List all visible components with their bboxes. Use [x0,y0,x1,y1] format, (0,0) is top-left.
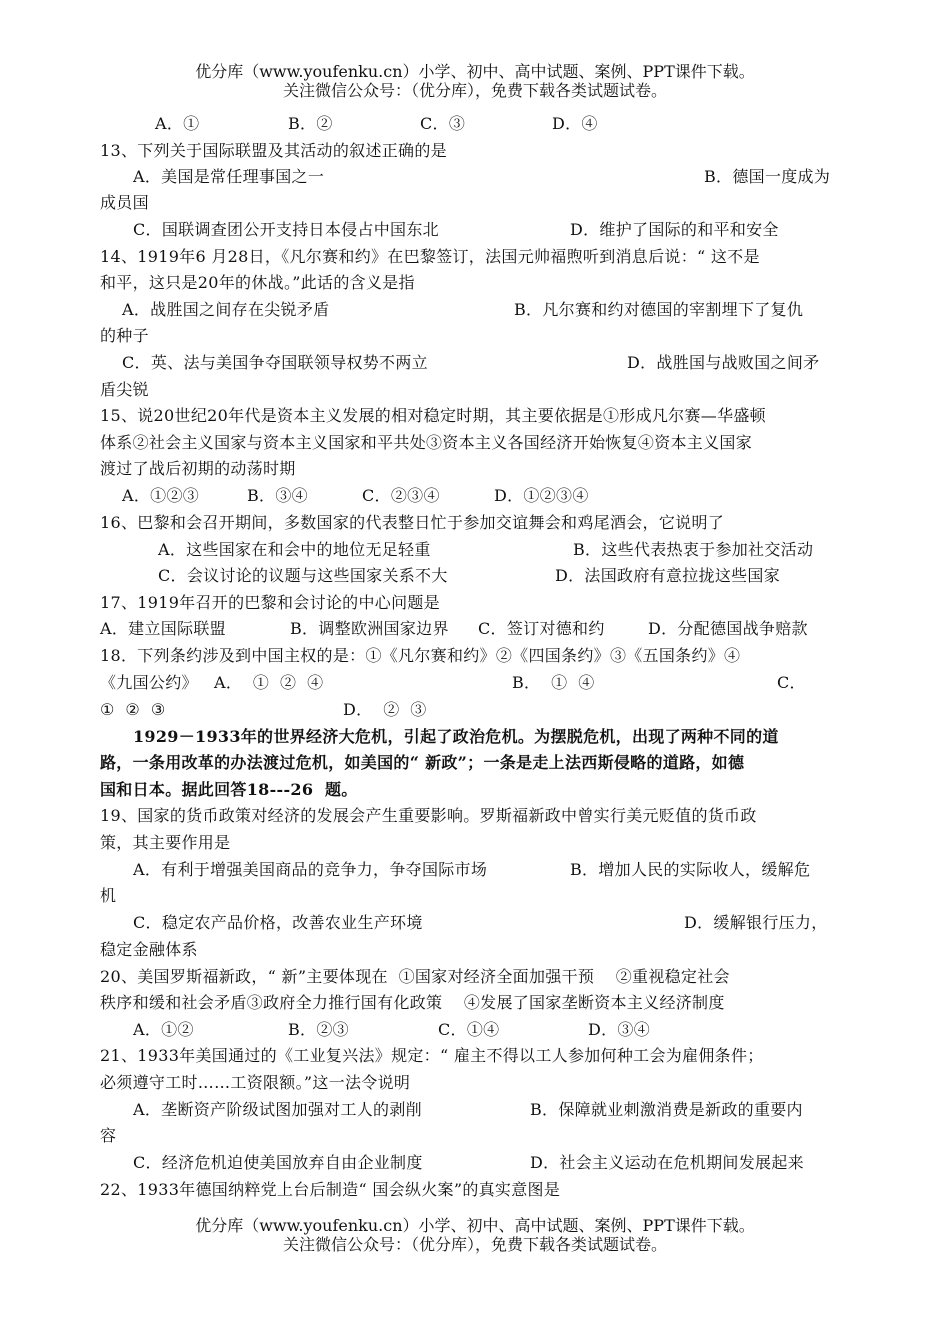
q17-option-c: C．签订对德和约 [478,619,605,638]
q13-option-b-cont: 成员国 [100,193,149,212]
q17-stem: 17、1919年召开的巴黎和会讨论的中心问题是 [100,593,440,612]
q14-stem-line1: 14、1919年6 月28日，《凡尔赛和约》在巴黎签订，法国元帅福煦听到消息后说：“ 这不是 [100,247,760,266]
q21-option-a: A．垄断资产阶级试图加强对工人的剥削 [133,1100,422,1119]
intro-line1: 1929－1933年的世界经济大危机，引起了政治危机。为摆脱危机，出现了两种不同的道 [133,727,779,746]
q14-option-d-cont: 盾尖锐 [100,380,149,399]
q12-option-a: A．① [155,114,200,133]
q16-option-d: D．法国政府有意拉拢这些国家 [555,566,781,585]
q18-stem-cont: 《九国公约》 [100,673,198,692]
page-footer-line1: 优分库（www.youfenku.cn）小学、初中、高中试题、案例、PPT课件下载。 [195,1216,755,1235]
q16-option-c: C．会议讨论的议题与这些国家关系不大 [158,566,448,585]
q21-stem-line2: 必须遵守工时……工资限额。”这一法令说明 [100,1073,411,1092]
q14-option-b-cont: 的种子 [100,326,149,345]
q20-stem-line2: 秩序和缓和社会矛盾③政府全力推行国有化政策 ④发展了国家垄断资本主义经济制度 [100,993,725,1012]
q12-option-c: C．③ [420,114,466,133]
q19-option-a: A．有利于增强美国商品的竞争力，争夺国际市场 [133,860,488,879]
q14-option-b: B．凡尔赛和约对德国的宰割埋下了复仇 [514,300,804,319]
intro-line3: 国和日本。据此回答18---26 题。 [100,780,358,799]
q15-option-c: C．②③④ [362,486,440,505]
page-footer-line2: 关注微信公众号：（优分库），免费下载各类试题试卷。 [282,1235,667,1254]
q12-option-b: B．② [288,114,333,133]
q12-option-d: D．④ [552,114,598,133]
page-header-line2: 关注微信公众号：（优分库），免费下载各类试题试卷。 [282,81,667,100]
q13-option-a: A．美国是常任理事国之一 [133,167,325,186]
page-header-line1: 优分库（www.youfenku.cn）小学、初中、高中试题、案例、PPT课件下载。 [195,62,755,81]
q20-option-b: B．②③ [288,1020,349,1039]
q19-option-b: B．增加人民的实际收人，缓解危 [570,860,811,879]
q18-option-a: A． ① ② ④ [214,673,324,692]
q20-stem-line1: 20、美国罗斯福新政，“ 新”主要体现在 ①国家对经济全面加强干预 ②重视稳定社会 [100,967,730,986]
q21-option-b-cont: 容 [100,1126,117,1145]
q15-stem-line3: 渡过了战后初期的动荡时期 [100,459,296,478]
q15-stem-line1: 15、说20世纪20年代是资本主义发展的相对稳定时期，其主要依据是①形成凡尔赛—华盛顿 [100,406,766,425]
q13-stem: 13、下列关于国际联盟及其活动的叙述正确的是 [100,141,447,160]
q16-stem: 16、巴黎和会召开期间，多数国家的代表整日忙于参加交谊舞会和鸡尾酒会，它说明了 [100,513,725,532]
q14-option-c: C．英、法与美国争夺国联领导权势不两立 [122,353,428,372]
q16-option-a: A．这些国家在和会中的地位无足轻重 [158,540,431,559]
q13-option-c: C．国联调查团公开支持日本侵占中国东北 [133,220,439,239]
q15-stem-line2: 体系②社会主义国家与资本主义国家和平共处③资本主义各国经济开始恢复④资本主义国家 [100,433,753,452]
q19-stem-line2: 策，其主要作用是 [100,833,231,852]
q18-option-c-cont: ① ② ③ [100,700,166,719]
q19-option-c: C．稳定农产品价格，改善农业生产环境 [133,913,423,932]
q20-option-d: D．③④ [588,1020,651,1039]
q19-option-d: D．缓解银行压力， [684,913,828,932]
q15-option-d: D．①②③④ [494,486,589,505]
q17-option-d: D．分配德国战争赔款 [648,619,808,638]
q18-stem: 18．下列条约涉及到中国主权的是：①《凡尔赛和约》②《四国条约》③《五国条约》④ [100,646,741,665]
q19-option-b-cont: 机 [100,886,117,905]
q19-option-d-cont: 稳定金融体系 [100,940,198,959]
q19-stem-line1: 19、国家的货币政策对经济的发展会产生重要影响。罗斯福新政中曾实行美元贬值的货币政 [100,806,757,825]
q18-option-d: D． ② ③ [343,700,427,719]
q17-option-a: A．建立国际联盟 [100,619,226,638]
q21-option-d: D．社会主义运动在危机期间发展起来 [530,1153,804,1172]
q15-option-a: A．①②③ [122,486,200,505]
q21-option-c: C．经济危机迫使美国放弃自由企业制度 [133,1153,423,1172]
q22-stem: 22、1933年德国纳粹党上台后制造“ 国会纵火案”的真实意图是 [100,1180,561,1199]
q13-option-d: D．维护了国际的和平和安全 [570,220,779,239]
q21-stem-line1: 21、1933年美国通过的《工业复兴法》规定：“ 雇主不得以工人参加何种工会为雇佣条件； [100,1046,764,1065]
q18-option-c: C． [777,673,806,692]
q17-option-b: B．调整欧洲国家边界 [290,619,449,638]
q13-option-b: B．德国一度成为 [704,167,831,186]
intro-line2: 路，一条用改革的办法渡过危机，如美国的“ 新政”；一条是走上法西斯侵略的道路，如德 [100,753,745,772]
q20-option-c: C．①④ [438,1020,500,1039]
q21-option-b: B．保障就业刺激消费是新政的重要内 [530,1100,803,1119]
q14-option-d: D．战胜国与战败国之间矛 [627,353,820,372]
q20-option-a: A．①② [133,1020,194,1039]
q16-option-b: B．这些代表热衷于参加社交活动 [573,540,814,559]
q18-option-b: B． ① ④ [512,673,595,692]
q14-option-a: A．战胜国之间存在尖锐矛盾 [122,300,330,319]
q14-stem-line2: 和平，这只是20年的休战。”此话的含义是指 [100,273,415,292]
q15-option-b: B．③④ [247,486,308,505]
